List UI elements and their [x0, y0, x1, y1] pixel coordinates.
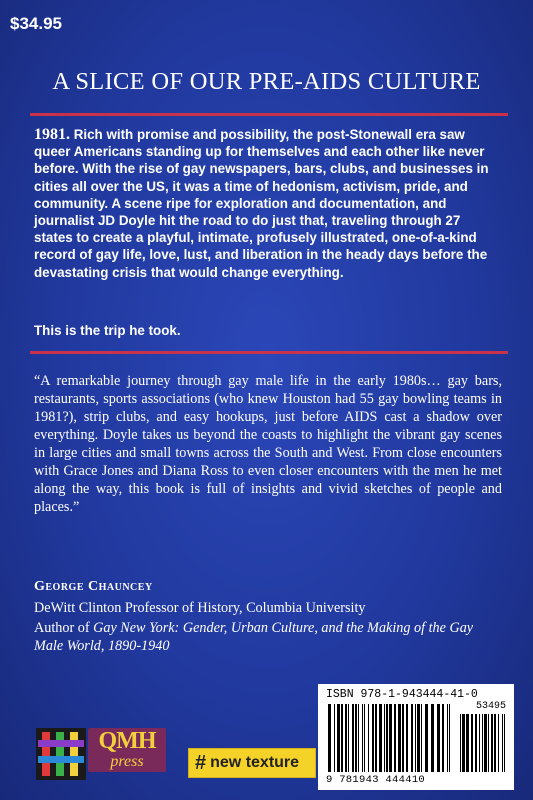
- barcode-bar: [368, 704, 369, 772]
- blurb-year: 1981.: [34, 126, 70, 143]
- barcode-bar: [449, 704, 450, 772]
- barcode-bar: [442, 704, 444, 772]
- barcode-bar: [372, 704, 374, 772]
- barcode-bar: [425, 704, 428, 772]
- barcode-bar: [345, 704, 347, 772]
- barcode-bar: [375, 704, 377, 772]
- endorser-name: George Chauncey: [34, 579, 153, 594]
- barcode-bar: [475, 714, 477, 772]
- barcode-box: [318, 684, 514, 790]
- barcode-bar: [384, 704, 385, 772]
- barcode-bars-icon: [328, 704, 452, 772]
- barcode-bar: [352, 704, 354, 772]
- barcode-bar: [348, 704, 349, 772]
- barcode-bar: [437, 704, 440, 772]
- barcode-bar: [358, 704, 359, 772]
- barcode-bar: [479, 714, 480, 772]
- divider-top: [30, 113, 508, 116]
- barcode-bar: [406, 704, 408, 772]
- new-texture-logo: [188, 748, 316, 778]
- hash-icon: #: [195, 751, 207, 774]
- barcode-bar: [447, 704, 448, 772]
- barcode-bar: [337, 704, 340, 772]
- barcode-bar: [364, 704, 365, 772]
- price-code: 53495: [475, 701, 506, 712]
- blurb-body: Rich with promise and possibility, the post-Stonewall era saw queer Americans standing up for themselves and each other like never before. With the rise of gay newspapers, bars, clubs, and businesses in cities all over the US, it was a time of hedonism, activism, pride, and community. A scene ripe for exploration and documentation, and journalist JD Doyle hit the road to do just that, traveling through 27 states to create a playful, intimate, profusely illustrated, one-of-a-kind record of gay life, love, lust, and liberation in the heady days before the devastating crisis that would change everything.: [34, 127, 489, 280]
- endorsement-quote: “A remarkable journey through gay male life in the early 1980s… gay bars, restaurants, sports associations (who knew Houston had 55 gay bowling teams in 1981?), strip clubs, and easy hookups, just before AIDS cast a shadow over everything. Doyle takes us beyond the coasts to highlight the vibrant gay scenes in large cities and small towns across the South and West. From close encounters with Grace Jones and Diana Ross to even closer encounters with the men he met along the way, this book is full of insights and vivid sketches of people and places.”: [34, 373, 502, 515]
- barcode-bar: [389, 704, 392, 772]
- endorser-book: [34, 619, 504, 655]
- barcode-bar: [355, 704, 357, 772]
- ean-number: 9 781943 444410: [326, 774, 426, 786]
- barcode-bar: [471, 714, 473, 772]
- endorser-book-prefix: Author of: [34, 620, 94, 636]
- barcode-bar: [466, 714, 469, 772]
- barcode-bar: [379, 704, 382, 772]
- barcode-bar: [482, 714, 483, 772]
- endorser-title: DeWitt Clinton Professor of History, Columbia University: [34, 600, 366, 616]
- barcode-bar: [498, 714, 499, 772]
- addon-barcode-bars-icon: [460, 714, 506, 772]
- barcode-bar: [460, 714, 461, 772]
- barcode-bar: [491, 714, 493, 772]
- barcode-bar: [328, 704, 331, 772]
- barcode-bar: [341, 704, 343, 772]
- headline: A SLICE OF OUR PRE-AIDS CULTURE: [52, 68, 481, 95]
- endorser-book-title: Gay New York: Gender, Urban Culture, and the Making of the Gay Male World, 1890-1940: [34, 620, 474, 654]
- qmh-top-text: QMH: [98, 728, 156, 754]
- qmh-press-wordmark: [88, 728, 166, 772]
- barcode-bar: [484, 714, 487, 772]
- barcode-bar: [386, 704, 388, 772]
- barcode-bar: [431, 704, 434, 772]
- barcode-bar: [415, 704, 416, 772]
- barcode-bar: [402, 704, 404, 772]
- barcode-bar: [362, 704, 363, 772]
- barcode-bar: [394, 704, 396, 772]
- barcode-bar: [502, 714, 503, 772]
- barcode-bar: [494, 714, 496, 772]
- isbn-text: ISBN 978-1-943444-41-0: [326, 688, 478, 701]
- barcode-bar: [334, 704, 335, 772]
- blurb: [34, 126, 502, 281]
- price: $34.95: [10, 14, 62, 33]
- barcode-bar: [462, 714, 465, 772]
- barcode-bar: [398, 704, 401, 772]
- qmh-bottom-text: press: [110, 753, 144, 770]
- barcode-bar: [421, 704, 422, 772]
- tagline: This is the trip he took.: [34, 323, 181, 338]
- divider-bottom: [30, 351, 508, 354]
- barcode-bar: [417, 704, 420, 772]
- qmh-press-logo-icon: [36, 728, 86, 780]
- new-texture-text: new texture: [210, 754, 300, 771]
- barcode-bar: [411, 704, 413, 772]
- barcode-bar: [488, 714, 489, 772]
- barcode-bar: [504, 714, 505, 772]
